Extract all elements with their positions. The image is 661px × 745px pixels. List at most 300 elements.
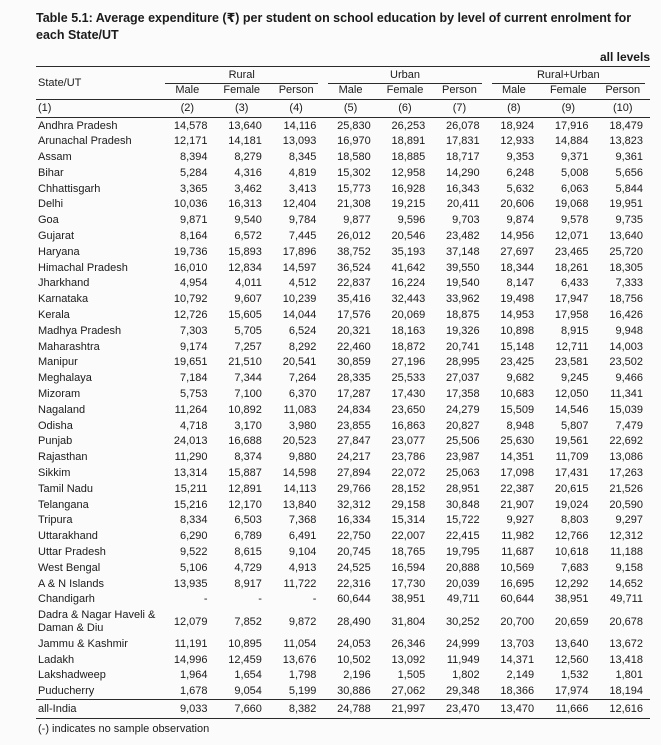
value-cell: 29,766	[337, 482, 371, 495]
group-header-rural	[160, 67, 323, 85]
value-cell: 6,290	[179, 530, 208, 543]
value-cell: 9,033	[160, 700, 214, 719]
value-cell: 1,654	[234, 669, 262, 682]
value-cell: 13,314	[173, 467, 208, 480]
value-cell: 11,722	[283, 577, 317, 590]
value-cell: 16,426	[609, 309, 643, 322]
col-header-person: Person	[269, 84, 323, 100]
value-cell: 9,353	[506, 151, 535, 164]
value-cell: 12,711	[555, 340, 589, 353]
value-cell: 12,459	[228, 653, 262, 666]
group-label-rural: Rural	[165, 69, 318, 84]
value-cell: 13,640	[554, 637, 589, 650]
group-label-rural-urban: Rural+Urban	[492, 69, 645, 84]
value-cell: 35,416	[337, 293, 371, 306]
value-cell: 38,752	[337, 245, 371, 258]
value-cell: 10,239	[282, 293, 317, 306]
value-cell: 12,834	[228, 261, 262, 274]
value-cell: 26,012	[337, 230, 371, 243]
value-cell: 23,502	[609, 356, 643, 369]
value-cell: 9,371	[560, 151, 589, 164]
col-number: (5)	[323, 100, 377, 118]
value-cell: 18,580	[337, 151, 371, 164]
value-cell: 11,191	[174, 637, 208, 650]
value-cell: 18,261	[554, 261, 589, 274]
value-cell: 11,083	[283, 403, 317, 416]
value-cell: 20,615	[554, 482, 589, 495]
table-row	[36, 481, 650, 497]
value-cell: 24,788	[323, 700, 377, 719]
state-name: Ladakh	[38, 653, 75, 666]
value-cell: 5,106	[179, 561, 208, 574]
value-cell: 25,063	[446, 467, 480, 480]
table-row	[36, 260, 650, 276]
group-header-urban	[323, 67, 486, 85]
value-cell: 22,415	[446, 530, 480, 543]
value-cell: 28,995	[446, 356, 480, 369]
value-cell: 10,895	[228, 637, 262, 650]
value-cell: 23,650	[391, 403, 426, 416]
value-cell: 8,917	[234, 577, 262, 590]
table-row	[36, 150, 650, 166]
table-row	[36, 308, 650, 324]
value-cell: 5,844	[615, 182, 643, 195]
col-header-male: Male	[487, 84, 541, 100]
value-cell: 20,606	[500, 198, 535, 211]
value-cell: 28,490	[337, 615, 371, 628]
value-cell: 13,470	[487, 700, 541, 719]
value-cell: 9,104	[288, 546, 317, 559]
value-cell: 12,616	[596, 700, 651, 719]
value-cell: 18,479	[609, 119, 643, 132]
value-cell: 22,007	[391, 530, 426, 543]
table-row	[36, 402, 650, 418]
value-cell: 1,801	[615, 669, 643, 682]
value-cell: 4,512	[288, 277, 317, 290]
value-cell: 20,700	[500, 615, 535, 628]
state-name: Jharkhand	[38, 277, 90, 290]
value-cell: 9,607	[234, 293, 262, 306]
value-cell: 5,753	[179, 388, 208, 401]
value-cell: 3,980	[288, 419, 317, 432]
value-cell: 12,766	[554, 530, 589, 543]
value-cell: 11,687	[501, 546, 535, 559]
value-cell: 22,750	[337, 530, 371, 543]
value-cell: 41,642	[391, 261, 426, 274]
state-name: Tripura	[38, 514, 73, 527]
value-cell: 27,697	[500, 245, 535, 258]
value-cell: 17,916	[554, 119, 589, 132]
value-cell: 8,279	[234, 151, 262, 164]
state-name: Jammu & Kashmir	[38, 637, 128, 650]
value-cell: 2,196	[343, 669, 371, 682]
value-cell: 20,546	[391, 230, 426, 243]
table-row	[36, 668, 650, 684]
value-cell: 14,652	[609, 577, 643, 590]
col-header-person: Person	[432, 84, 486, 100]
state-name: Assam	[38, 151, 72, 164]
value-cell: 23,077	[391, 435, 426, 448]
value-cell: 9,174	[179, 340, 208, 353]
value-cell: 20,827	[446, 419, 480, 432]
value-cell: 12,292	[554, 577, 589, 590]
value-cell: 7,683	[560, 561, 589, 574]
value-cell: 18,366	[500, 685, 535, 698]
value-cell: 14,181	[228, 135, 262, 148]
state-name: Sikkim	[38, 467, 71, 480]
value-cell: 2,149	[506, 669, 535, 682]
value-cell: 17,358	[446, 388, 480, 401]
value-cell: 22,072	[391, 467, 426, 480]
value-cell: 18,756	[609, 293, 643, 306]
value-cell: 13,672	[609, 637, 643, 650]
value-cell: 29,158	[391, 498, 426, 511]
value-cell: 13,823	[609, 135, 643, 148]
value-cell: 13,676	[282, 653, 317, 666]
value-cell: 8,345	[288, 151, 317, 164]
value-cell: 24,834	[337, 403, 371, 416]
value-cell: -	[203, 593, 208, 606]
value-cell: 9,874	[506, 214, 535, 227]
value-cell: 9,596	[397, 214, 426, 227]
value-cell: 7,257	[234, 340, 262, 353]
value-cell: 6,491	[288, 530, 317, 543]
state-name: Chandigarh	[38, 593, 95, 606]
value-cell: 21,510	[228, 356, 262, 369]
value-cell: 23,470	[432, 700, 486, 719]
value-cell: 12,079	[173, 615, 208, 628]
table-body	[36, 118, 650, 700]
value-cell: 12,404	[282, 198, 317, 211]
value-cell: 16,010	[173, 261, 208, 274]
col-number: (10)	[596, 100, 651, 118]
value-cell: 8,394	[179, 151, 208, 164]
value-cell: 10,683	[500, 388, 535, 401]
value-cell: 12,071	[554, 230, 589, 243]
value-cell: 14,351	[500, 451, 535, 464]
value-cell: 14,597	[282, 261, 317, 274]
table-row	[36, 466, 650, 482]
table-footer	[36, 700, 650, 719]
value-cell: 15,302	[337, 166, 371, 179]
value-cell: 27,062	[391, 685, 426, 698]
table-row	[36, 497, 650, 513]
value-cell: 12,891	[228, 482, 262, 495]
state-name: Andhra Pradesh	[38, 119, 118, 132]
value-cell: 14,884	[554, 135, 589, 148]
value-cell: 23,581	[554, 356, 589, 369]
value-cell: 12,560	[554, 653, 589, 666]
value-cell: 16,224	[391, 277, 426, 290]
state-name: Kerala	[38, 309, 70, 322]
value-cell: 9,703	[452, 214, 480, 227]
value-cell: 23,987	[446, 451, 480, 464]
value-cell: 14,003	[609, 340, 643, 353]
value-cell: 14,371	[500, 653, 535, 666]
column-number-row	[36, 100, 650, 118]
value-cell: 1,505	[397, 669, 426, 682]
value-cell: 24,525	[337, 561, 371, 574]
value-cell: 20,321	[337, 324, 371, 337]
value-cell: 1,964	[179, 669, 208, 682]
value-cell: 11,982	[501, 530, 535, 543]
value-cell: 18,891	[391, 135, 426, 148]
value-cell: 9,297	[615, 514, 643, 527]
state-name: Mizoram	[38, 388, 81, 401]
state-name: Arunachal Pradesh	[38, 135, 132, 148]
value-cell: 21,997	[378, 700, 432, 719]
value-cell: 7,852	[234, 615, 262, 628]
value-cell: 8,164	[179, 230, 208, 243]
value-cell: 9,880	[288, 451, 317, 464]
value-cell: 6,572	[234, 230, 262, 243]
value-cell: 7,303	[179, 324, 208, 337]
col-header-male: Male	[323, 84, 377, 100]
state-name: Meghalaya	[38, 372, 92, 385]
value-cell: 9,877	[343, 214, 371, 227]
footnote: (-) indicates no sample observation	[38, 723, 210, 736]
value-cell: 20,069	[391, 309, 426, 322]
value-cell: 18,194	[609, 685, 643, 698]
value-cell: 14,113	[283, 482, 317, 495]
value-cell: 16,863	[391, 419, 426, 432]
value-cell: 5,008	[560, 166, 589, 179]
value-cell: 9,361	[615, 151, 643, 164]
value-cell: 1,532	[560, 669, 589, 682]
value-cell: 6,503	[234, 514, 262, 527]
value-cell: 10,569	[500, 561, 535, 574]
value-cell: 8,382	[269, 700, 323, 719]
value-cell: 15,216	[173, 498, 208, 511]
value-cell: 17,287	[337, 388, 371, 401]
state-name: Chhattisgarh	[38, 182, 101, 195]
value-cell: 19,215	[391, 198, 426, 211]
value-cell: 20,039	[446, 577, 480, 590]
value-cell: 20,659	[554, 615, 589, 628]
col-header-person: Person	[596, 84, 651, 100]
value-cell: 7,184	[179, 372, 208, 385]
value-cell: 39,550	[446, 261, 480, 274]
value-cell: 32,443	[391, 293, 426, 306]
state-name: Uttarakhand	[38, 530, 98, 543]
value-cell: 16,343	[446, 182, 480, 195]
value-cell: 14,578	[173, 119, 208, 132]
value-cell: 20,745	[337, 546, 371, 559]
table-row	[36, 339, 650, 355]
value-cell: 11,341	[610, 388, 643, 401]
value-cell: 15,773	[337, 182, 371, 195]
value-cell: 25,830	[337, 119, 371, 132]
value-cell: 22,387	[500, 482, 535, 495]
value-cell: 15,893	[228, 245, 262, 258]
value-cell: 4,954	[179, 277, 208, 290]
value-cell: 12,312	[609, 530, 643, 543]
value-cell: 15,509	[500, 403, 535, 416]
value-cell: 17,431	[554, 467, 589, 480]
state-name: Delhi	[38, 198, 64, 211]
value-cell: 3,462	[234, 182, 262, 195]
value-cell: 14,116	[283, 119, 317, 132]
value-cell: 8,803	[560, 514, 589, 527]
value-cell: 17,576	[337, 309, 371, 322]
value-cell: 16,928	[391, 182, 426, 195]
value-cell: 18,872	[391, 340, 426, 353]
value-cell: 9,522	[179, 546, 208, 559]
value-cell: 16,334	[337, 514, 371, 527]
value-cell: 23,425	[500, 356, 535, 369]
value-cell: 11,709	[555, 451, 589, 464]
value-cell: 8,374	[234, 451, 262, 464]
value-cell: 8,292	[288, 340, 317, 353]
value-cell: 7,660	[215, 700, 269, 719]
value-cell: 15,039	[609, 403, 643, 416]
value-cell: 20,590	[609, 498, 643, 511]
value-cell: 7,344	[234, 372, 262, 385]
value-cell: 16,688	[228, 435, 262, 448]
value-cell: 10,502	[337, 653, 371, 666]
state-name: Odisha	[38, 419, 73, 432]
value-cell: 19,651	[173, 356, 208, 369]
value-cell: 9,245	[560, 372, 589, 385]
table-title: Table 5.1: Average expenditure (₹) per student on school education by level of current enrolment for each State/UT	[36, 11, 632, 42]
value-cell: 4,729	[234, 561, 262, 574]
value-cell: 10,036	[173, 198, 208, 211]
value-cell: 11,264	[174, 403, 208, 416]
value-cell: 27,847	[337, 435, 371, 448]
value-cell: 33,962	[446, 293, 480, 306]
value-cell: 30,848	[446, 498, 480, 511]
value-cell: 15,211	[174, 482, 208, 495]
state-name: Nagaland	[38, 403, 86, 416]
state-name: Karnataka	[38, 293, 89, 306]
value-cell: 24,013	[173, 435, 208, 448]
value-cell: 26,078	[446, 119, 480, 132]
value-cell: 6,433	[560, 277, 589, 290]
value-cell: 16,594	[391, 561, 426, 574]
value-cell: 17,263	[609, 467, 643, 480]
value-cell: 7,479	[615, 419, 643, 432]
value-cell: 11,290	[174, 451, 208, 464]
value-cell: 9,735	[615, 214, 643, 227]
value-cell: 7,333	[615, 277, 643, 290]
value-cell: 20,523	[282, 435, 317, 448]
value-cell: 21,907	[500, 498, 535, 511]
value-cell: 19,024	[554, 498, 589, 511]
table-row	[36, 529, 650, 545]
col-number: (9)	[541, 100, 595, 118]
value-cell: -	[312, 593, 317, 606]
group-label-urban: Urban	[328, 69, 481, 84]
value-cell: 9,872	[288, 615, 317, 628]
value-cell: 30,859	[337, 356, 371, 369]
value-cell: 12,170	[228, 498, 262, 511]
group-header-rural-urban	[487, 67, 650, 85]
value-cell: 20,678	[609, 615, 643, 628]
table-row	[36, 165, 650, 181]
table-row	[36, 229, 650, 245]
col-number: (4)	[269, 100, 323, 118]
value-cell: 24,217	[337, 451, 371, 464]
value-cell: 23,482	[446, 230, 480, 243]
col-number: (2)	[160, 100, 214, 118]
value-cell: 14,996	[173, 653, 208, 666]
value-cell: 20,411	[446, 198, 480, 211]
value-cell: 10,892	[228, 403, 262, 416]
value-cell: -	[258, 593, 262, 606]
value-cell: 9,578	[560, 214, 589, 227]
value-cell: 9,466	[615, 372, 643, 385]
value-cell: 4,913	[288, 561, 317, 574]
table-row	[36, 418, 650, 434]
value-cell: 28,335	[337, 372, 371, 385]
state-name: Haryana	[38, 245, 80, 258]
value-cell: 3,365	[179, 182, 208, 195]
value-cell: 7,264	[288, 372, 317, 385]
table-row	[36, 636, 650, 652]
state-name: Telangana	[38, 498, 89, 511]
value-cell: 19,068	[554, 198, 589, 211]
value-cell: 13,086	[609, 451, 643, 464]
state-name: West Bengal	[38, 561, 101, 574]
value-cell: 12,171	[173, 135, 208, 148]
value-cell: 11,188	[610, 546, 643, 559]
value-cell: 18,344	[500, 261, 535, 274]
value-cell: 31,804	[391, 615, 426, 628]
state-name: Tamil Nadu	[38, 482, 94, 495]
state-name: Manipur	[38, 356, 78, 369]
value-cell: 20,741	[446, 340, 480, 353]
value-cell: 11,054	[283, 637, 317, 650]
value-cell: 20,541	[282, 356, 317, 369]
value-cell: 28,951	[446, 482, 480, 495]
value-cell: 9,871	[179, 214, 208, 227]
value-cell: 14,953	[500, 309, 535, 322]
value-cell: 26,346	[391, 637, 426, 650]
col-number: (8)	[487, 100, 541, 118]
state-name: Bihar	[38, 166, 64, 179]
table-row	[36, 292, 650, 308]
value-cell: 5,199	[288, 685, 317, 698]
value-cell: 17,896	[282, 245, 317, 258]
value-cell: 18,163	[391, 324, 426, 337]
value-cell: 38,951	[391, 593, 426, 606]
value-cell: 16,970	[337, 135, 371, 148]
state-name: Gujarat	[38, 230, 75, 243]
value-cell: 15,887	[228, 467, 262, 480]
state-name: A & N Islands	[38, 577, 105, 590]
value-cell: 14,044	[282, 309, 317, 322]
value-cell: 19,540	[446, 277, 480, 290]
value-cell: 8,615	[234, 546, 262, 559]
value-cell: 18,924	[500, 119, 535, 132]
value-cell: 25,630	[500, 435, 535, 448]
value-cell: 19,795	[446, 546, 480, 559]
value-cell: 20,888	[446, 561, 480, 574]
table-row	[36, 387, 650, 403]
table-row	[36, 592, 650, 608]
value-cell: 27,196	[391, 356, 426, 369]
value-cell: 9,158	[615, 561, 643, 574]
value-cell: 6,789	[234, 530, 262, 543]
col-number: (7)	[432, 100, 486, 118]
value-cell: 13,640	[609, 230, 643, 243]
state-column-header: State/UT	[36, 67, 160, 100]
value-cell: 18,717	[446, 151, 480, 164]
value-cell: 6,063	[560, 182, 589, 195]
value-cell: 35,193	[391, 245, 426, 258]
table-row	[36, 181, 650, 197]
value-cell: 4,819	[288, 166, 317, 179]
